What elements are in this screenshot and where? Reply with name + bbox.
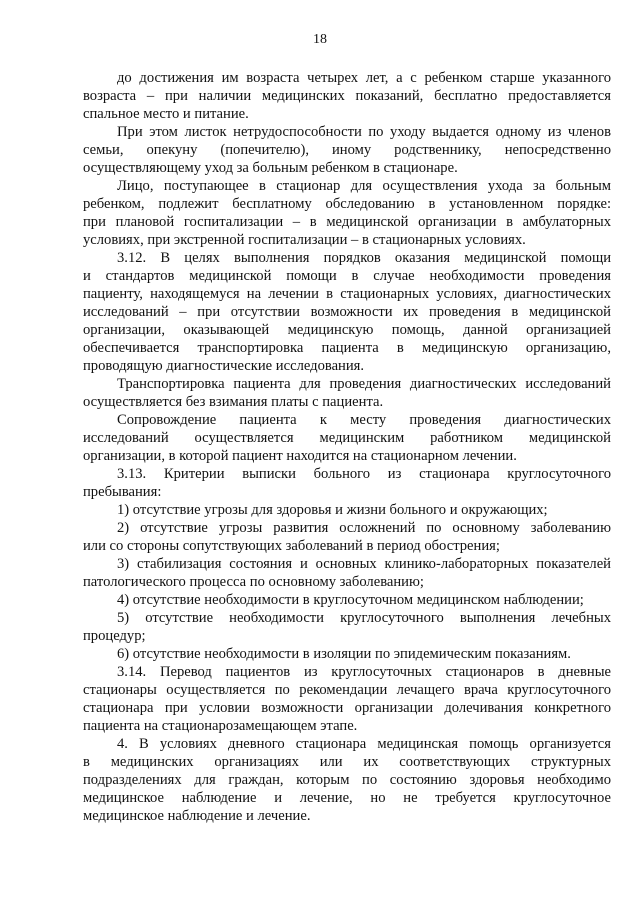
- paragraph: [83, 123, 611, 177]
- text-line: осуществляется без взимания платы с пациента.: [83, 394, 384, 410]
- text-line: организации, оказывающей медицинскую помощь, данной организацией: [83, 322, 611, 338]
- paragraph: [83, 69, 611, 123]
- paragraph: [83, 645, 611, 663]
- text-line: 1) отсутствие угрозы для здоровья и жизни больного и окружающих;: [117, 502, 548, 518]
- paragraph: [83, 411, 611, 465]
- text-line: исследований – при отсутствии возможности их проведения в медицинской: [83, 304, 611, 320]
- text-line: медицинское наблюдение и лечение, но не требуется круглосуточное: [83, 790, 611, 806]
- text-line: обеспечивается транспортировка пациента в медицинскую организацию,: [83, 340, 611, 356]
- paragraph: [83, 519, 611, 555]
- paragraph: [83, 177, 611, 249]
- text-line: стационары осуществляется по рекомендации лечащего врача круглосуточного: [83, 682, 611, 698]
- text-line: семьи, опекуну (попечителю), иному родственнику, непосредственно: [83, 142, 611, 158]
- text-line: спальное место и питание.: [83, 106, 249, 122]
- text-line: организации, в которой пациент находится на стационарном лечении.: [83, 448, 517, 464]
- text-line: Лицо, поступающее в стационар для осуществления ухода за больным: [117, 178, 611, 194]
- paragraph: [83, 555, 611, 591]
- text-line: условиях, при экстренной госпитализации – в стационарных условиях.: [83, 232, 526, 248]
- text-line: проводящую диагностические исследования.: [83, 358, 365, 374]
- text-line: Сопровождение пациента к месту проведения диагностических: [117, 412, 611, 428]
- paragraph: [83, 465, 611, 501]
- text-line: возраста – при наличии медицинских показаний, бесплатно предоставляется: [83, 88, 611, 104]
- text-line: осуществляющему уход за больным ребенком в стационаре.: [83, 160, 458, 176]
- text-line: стационара при условии возможности организации долечивания конкретного: [83, 700, 611, 716]
- text-line: Транспортировка пациента для проведения диагностических исследований: [117, 376, 611, 392]
- text-line: пациенту, находящемуся на лечении в стационарных условиях, диагностических: [83, 286, 611, 302]
- text-line: или со стороны сопутствующих заболеваний в период обострения;: [83, 538, 500, 554]
- text-line: процедур;: [83, 628, 146, 644]
- paragraph: [83, 663, 611, 735]
- text-line: пациента на стационарозамещающем этапе.: [83, 718, 358, 734]
- text-line: ребенком, подлежит бесплатному обследованию в установленном порядке:: [83, 196, 611, 212]
- paragraph: [83, 609, 611, 645]
- text-line: 4) отсутствие необходимости в круглосуточном медицинском наблюдении;: [117, 592, 584, 608]
- text-line: исследований осуществляется медицинским работником медицинской: [83, 430, 611, 446]
- text-line: пребывания:: [83, 484, 162, 500]
- text-line: При этом листок нетрудоспособности по уходу выдается одному из членов: [117, 124, 611, 140]
- text-line: 5) отсутствие необходимости круглосуточного выполнения лечебных: [117, 610, 611, 626]
- text-line: 3.13. Критерии выписки больного из стационара круглосуточного: [117, 466, 611, 482]
- text-line: медицинское наблюдение и лечение.: [83, 808, 311, 824]
- page-number: 18: [313, 32, 327, 47]
- paragraph: [83, 249, 611, 375]
- text-line: подразделениях для граждан, которым по состоянию здоровья необходимо: [83, 772, 611, 788]
- text-line: патологического процесса по основному заболеванию;: [83, 574, 424, 590]
- paragraph: [83, 591, 611, 609]
- text-line: 3.14. Перевод пациентов из круглосуточных стационаров в дневные: [117, 664, 611, 680]
- paragraph: [83, 735, 611, 825]
- paragraph: [83, 501, 611, 519]
- paragraph: [83, 375, 611, 411]
- text-line: при плановой госпитализации – в медицинской организации в амбулаторных: [83, 214, 611, 230]
- text-line: 2) отсутствие угрозы развития осложнений по основному заболеванию: [117, 520, 611, 536]
- text-line: и стандартов медицинской помощи в случае необходимости проведения: [83, 268, 611, 284]
- text-line: в медицинских организациях или их соответствующих структурных: [83, 754, 611, 770]
- text-line: 4. В условиях дневного стационара медицинская помощь организуется: [117, 736, 611, 752]
- text-line: 6) отсутствие необходимости в изоляции по эпидемическим показаниям.: [117, 646, 571, 662]
- text-line: 3.12. В целях выполнения порядков оказания медицинской помощи: [117, 250, 611, 266]
- text-line: 3) стабилизация состояния и основных клинико-лабораторных показателей: [117, 556, 611, 572]
- text-line: до достижения им возраста четырех лет, а с ребенком старше указанного: [117, 70, 611, 86]
- document-body: [83, 69, 611, 825]
